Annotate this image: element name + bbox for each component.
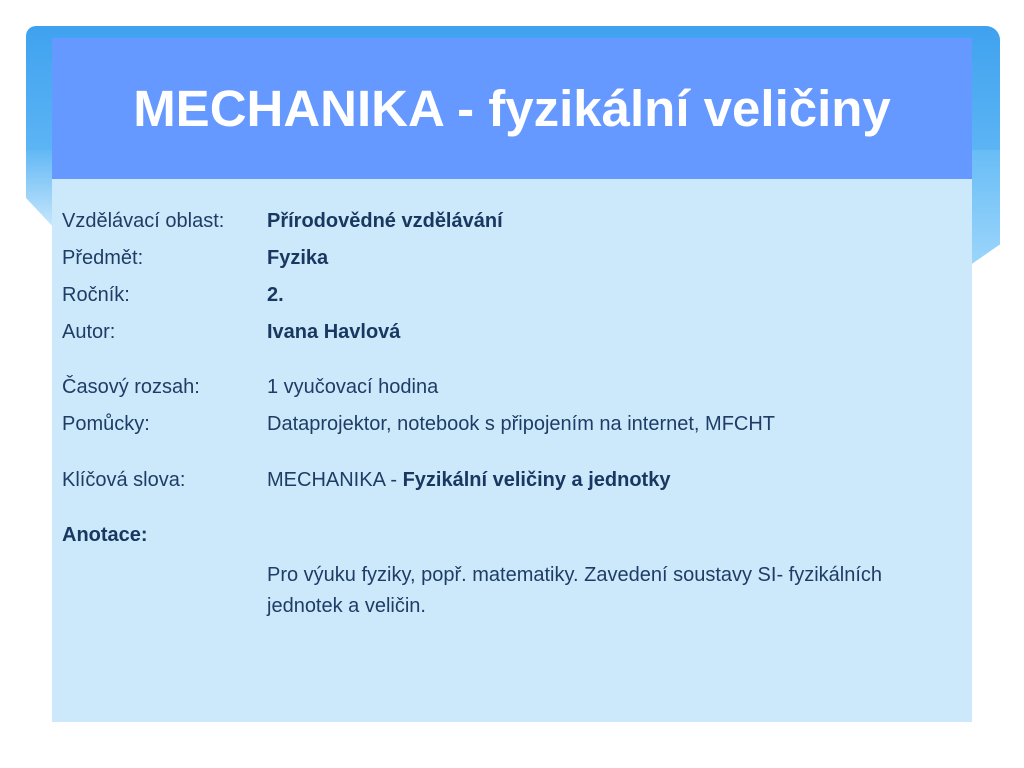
label-rocnik: Ročník: bbox=[62, 284, 130, 306]
title-bar bbox=[52, 38, 972, 179]
label-klicova-slova: Klíčová slova: bbox=[62, 469, 186, 491]
annotation-text: Pro výuku fyziky, popř. matematiky. Zavedení soustavy SI- fyzikálních jednotek a veličin. bbox=[267, 564, 883, 617]
value-vzdelavaci-oblast: Přírodovědné vzdělávání bbox=[267, 210, 503, 232]
label-pomucky: Pomůcky: bbox=[62, 413, 150, 435]
value-predmet: Fyzika bbox=[267, 247, 329, 269]
label-vzdelavaci-oblast: Vzdělávací oblast: bbox=[62, 210, 225, 232]
value-klicova-slova bbox=[267, 468, 670, 492]
value-klicova-slova-bold: Fyzikální veličiny a jednotky bbox=[402, 469, 671, 491]
value-casovy-rozsah: 1 vyučovací hodina bbox=[267, 376, 439, 398]
value-pomucky: Dataprojektor, notebook s připojením na internet, MFCHT bbox=[267, 413, 776, 435]
annotation-label: Anotace: bbox=[62, 524, 148, 546]
label-casovy-rozsah: Časový rozsah: bbox=[62, 376, 200, 398]
value-autor: Ivana Havlová bbox=[267, 321, 401, 343]
slide-title: MECHANIKA - fyzikální veličiny bbox=[133, 80, 891, 137]
value-klicova-slova-prefix: MECHANIKA - bbox=[267, 469, 403, 491]
label-predmet: Předmět: bbox=[62, 247, 144, 269]
content-panel bbox=[52, 179, 972, 722]
label-autor: Autor: bbox=[62, 321, 116, 343]
value-rocnik: 2. bbox=[267, 284, 284, 306]
